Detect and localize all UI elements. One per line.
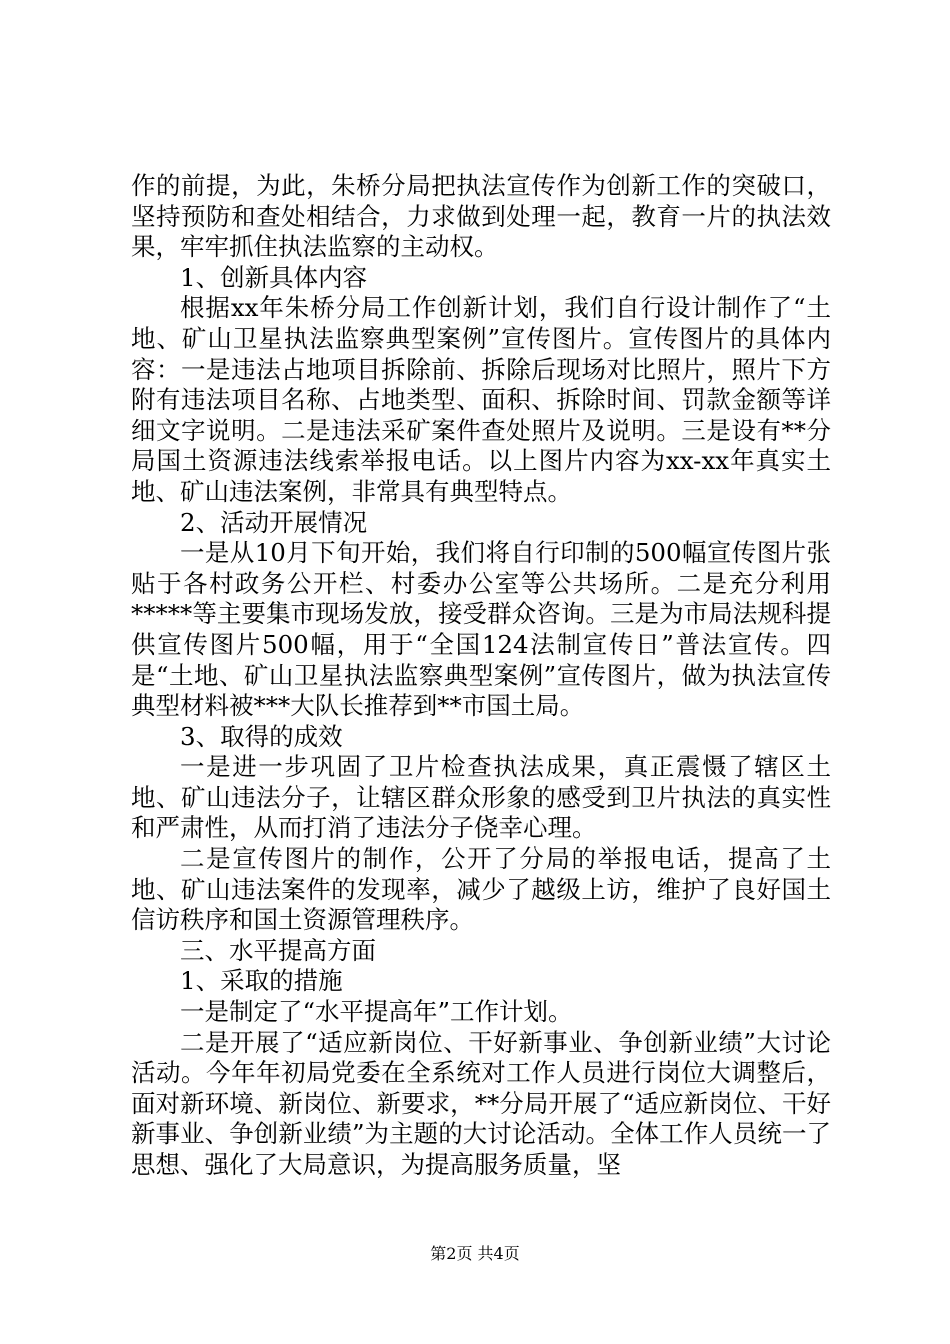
paragraph-measure-1: 一是制定了“水平提高年”工作计划。 [180, 997, 573, 1027]
paragraph-activity: 一是从10月下旬开始，我们将自行印制的500幅宣传图片张贴于各村政务公开栏、村委办公室等公共场所。二是充分利用*****等主要集市现场发放，接受群众咨询。三是为市局法规科提供宣传图片500幅，用于“全国124法制宣传日”普法宣传。四是“土地、矿山卫星执法监察典型案例”宣传图片，做为执法宣传典型材料被***大队长推荐到**市国土局。 [131, 538, 831, 721]
document-body [131, 171, 831, 1181]
section-heading-level-improvement: 三、水平提高方面 [180, 935, 376, 965]
section-heading-activity: 2、活动开展情况 [180, 507, 368, 537]
section-heading-results: 3、取得的成效 [180, 721, 343, 751]
paragraph-result-2: 二是宣传图片的制作，公开了分局的举报电话，提高了土地、矿山违法案件的发现率，减少了越级上访，维护了良好国土信访秩序和国土资源管理秩序。 [131, 844, 831, 935]
section-heading-measures: 1、采取的措施 [180, 966, 343, 996]
paragraph-1: 作的前提，为此，朱桥分局把执法宣传作为创新工作的突破口，坚持预防和查处相结合，力求做到处理一起，教育一片的执法效果，牢牢抓住执法监察的主动权。 [131, 171, 831, 262]
paragraph-innovation-content: 根据xx年朱桥分局工作创新计划，我们自行设计制作了“土地、矿山卫星执法监察典型案例”宣传图片。宣传图片的具体内容：一是违法占地项目拆除前、拆除后现场对比照片，照片下方附有违法项目名称、占地类型、面积、拆除时间、罚款金额等详细文字说明。二是违法采矿案件查处照片及说明。三是设有**分局国土资源违法线索举报电话。以上图片内容为xx-xx年真实土地、矿山违法案例，非常具有典型特点。 [131, 293, 831, 506]
page-footer: 第2页 共4页 [430, 1244, 520, 1263]
paragraph-result-1: 一是进一步巩固了卫片检查执法成果，真正震慑了辖区土地、矿山违法分子，让辖区群众形象的感受到卫片执法的真实性和严肃性，从而打消了违法分子侥幸心理。 [131, 752, 831, 843]
paragraph-measure-2: 二是开展了“适应新岗位、干好新事业、争创新业绩”大讨论活动。今年年初局党委在全系统对工作人员进行岗位大调整后，面对新环境、新岗位、新要求，**分局开展了“适应新岗位、干好新事业、争创新业绩”为主题的大讨论活动。全体工作人员统一了思想、强化了大局意识，为提高服务质量，坚 [131, 1027, 831, 1179]
section-heading-innovation-content: 1、创新具体内容 [180, 262, 368, 292]
